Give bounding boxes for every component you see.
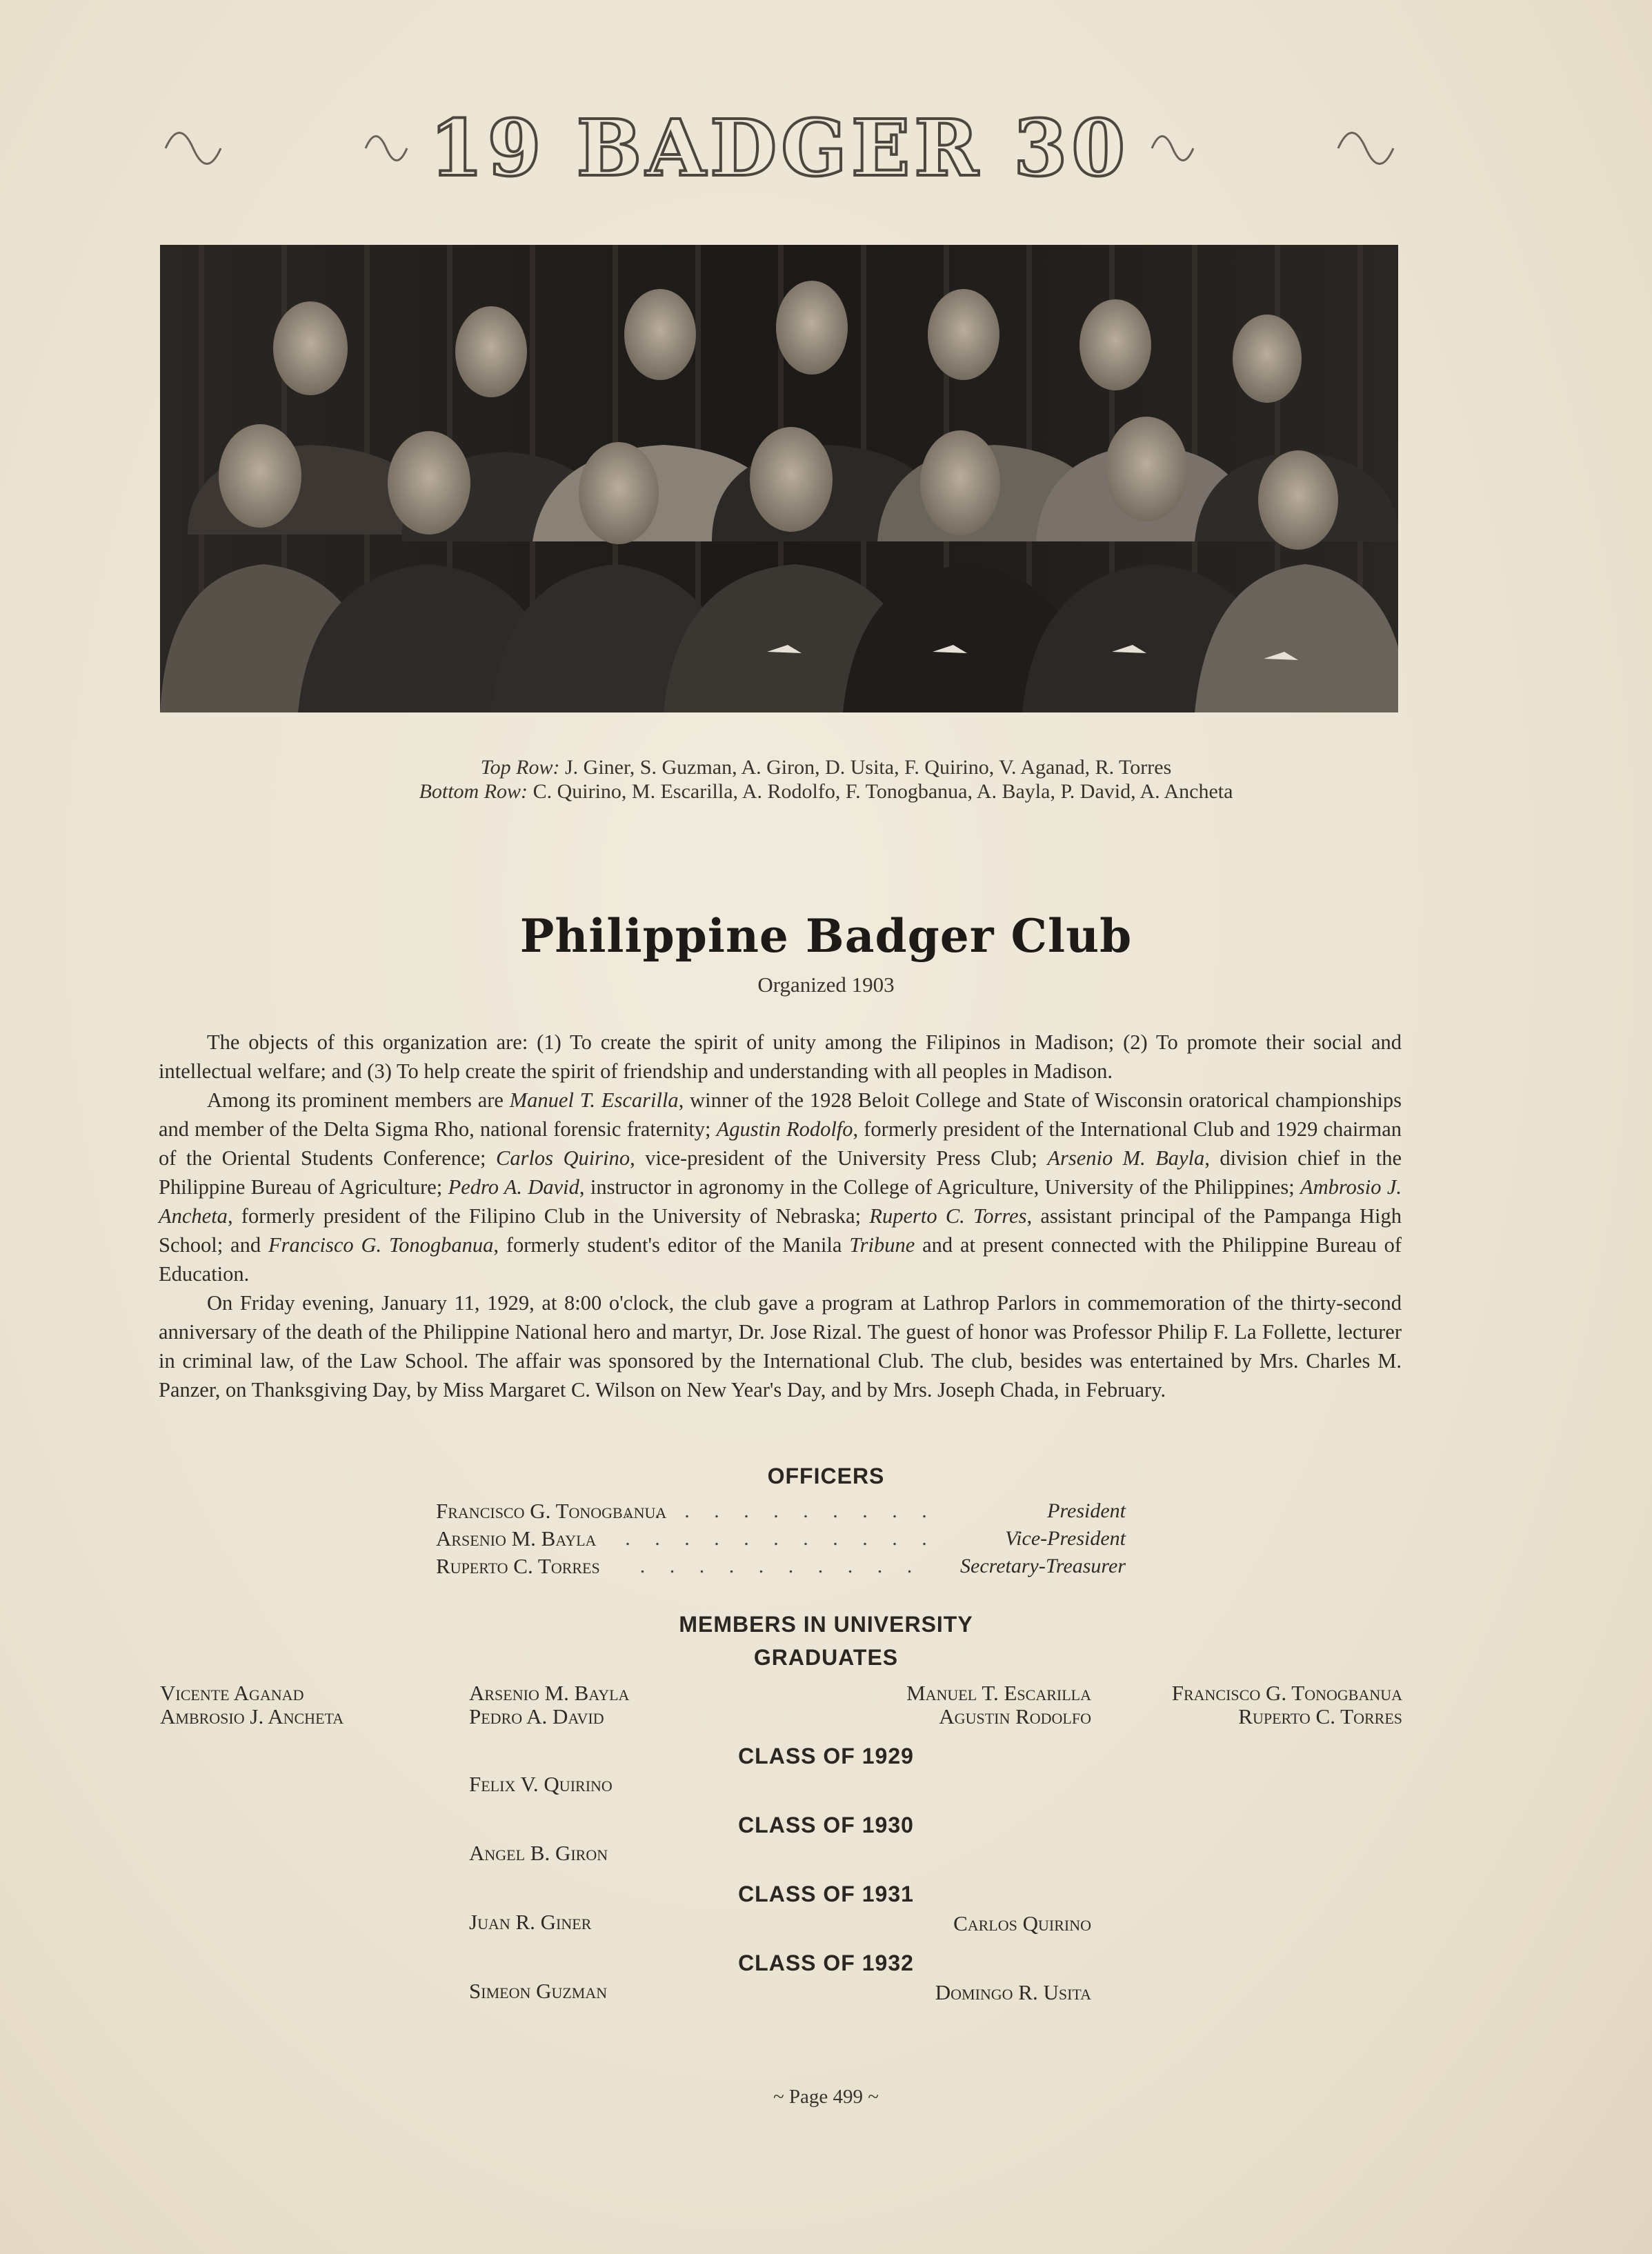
member-name: Ruperto C. Torres [869, 1204, 1027, 1228]
member-name: Ambrosio J. Ancheta [159, 1175, 1402, 1228]
graduates-heading: GRADUATES [753, 1645, 899, 1670]
paragraph-events: On Friday evening, January 11, 1929, at 8:00 o'clock, the club gave a program at Lathrop Parlors in commemoration of the thirty-second anniversary of the death of the Philippine National hero and martyr, Dr. Jose Rizal. The guest of honor was Professor Philip F. La Follette, lecturer in criminal law, of the Law School. The affair was sponsored by the International Club. The club, besides was entertained by Mrs. Charles M. Panzer, on Thanksgiving Day, by Miss Margaret C. Wilson on New Year's Day, and by Mrs. Joseph Chada, in February. [159, 1291, 1402, 1402]
dot-leader: . . . . . . . . . . . [625, 1527, 937, 1550]
class-1932-heading: CLASS OF 1932 [738, 1951, 914, 1975]
member-name: Domingo R. Usita [935, 1980, 1091, 2004]
caption-top-names: J. Giner, S. Guzman, A. Giron, D. Usita, F. Quirino, V. Aganad, R. Torres [565, 756, 1172, 779]
officer-row [436, 1497, 1126, 1526]
officer-name: Ruperto C. Torres [436, 1554, 600, 1578]
officer-name: Francisco G. Tonogbanua [436, 1499, 667, 1523]
member-name: Ruperto C. Torres [1238, 1704, 1402, 1728]
caption-top-label: Top Row: [480, 756, 560, 779]
paragraph-members [159, 1086, 1402, 1288]
text-run: , formerly student's editor of the Manila [493, 1233, 850, 1257]
masthead-title: 19 BADGER 30 [429, 103, 1130, 194]
text-run: and at present connected with the Philippine Bureau of Education. [159, 1233, 1402, 1286]
officer-row [436, 1524, 1126, 1553]
text-run: , instructor in agronomy in the College of Agriculture, University of the Philippines; [579, 1175, 1301, 1199]
text-run: , division chief in the Philippine Bureau of Agriculture; [159, 1146, 1402, 1199]
officer-name: Arsenio M. Bayla [436, 1526, 597, 1550]
member-name: Angel B. Giron [469, 1841, 608, 1865]
article-body [159, 1028, 1402, 1404]
page-number: ~ Page 499 ~ [773, 2086, 879, 2108]
member-name: Felix V. Quirino [469, 1772, 613, 1796]
class-1929-heading: CLASS OF 1929 [738, 1744, 914, 1768]
class-1931-heading: CLASS OF 1931 [738, 1882, 914, 1906]
member-name: Francisco G. Tonogbanua [268, 1233, 494, 1257]
member-name: Vicente Aganad [160, 1681, 304, 1705]
officer-role: President [1047, 1499, 1126, 1522]
officer-role: Secretary-Treasurer [960, 1555, 1126, 1577]
group-photo [160, 245, 1398, 712]
officer-row [436, 1552, 1126, 1581]
caption-bottom-row [0, 779, 1652, 804]
member-name: Agustin Rodolfo [939, 1704, 1091, 1728]
dot-leader: . . . . . . . . . . [639, 1555, 922, 1577]
member-name: Carlos Quirino [953, 1911, 1091, 1935]
newspaper-name: Tribune [849, 1233, 915, 1257]
member-name: Carlos Quirino [496, 1146, 630, 1170]
member-name: Juan R. Giner [469, 1910, 592, 1934]
club-title: Philippine Badger Club [519, 909, 1133, 963]
member-name: Arsenio M. Bayla [469, 1681, 630, 1705]
text-run: Among its prominent members are [207, 1088, 510, 1112]
officer-role: Vice-President [1005, 1527, 1126, 1550]
text-run: , formerly president of the International Club and 1929 chairman of the Oriental Students Conference; [159, 1117, 1402, 1170]
member-name: Pedro A. David [448, 1175, 579, 1199]
class-1930-heading: CLASS OF 1930 [738, 1813, 914, 1837]
members-heading: MEMBERS IN UNIVERSITY [679, 1612, 973, 1637]
member-name: Ambrosio J. Ancheta [160, 1704, 344, 1728]
paragraph-objects: The objects of this organization are: (1) To create the spirit of unity among the Filipinos in Madison; (2) To promote their social and intellectual welfare; and (3) To help create the spirit of friendship and understanding with all peoples in Madison. [159, 1030, 1402, 1083]
masthead-banner [159, 103, 1400, 193]
member-name: Simeon Guzman [469, 1979, 608, 2003]
member-name: Manuel T. Escarilla [906, 1681, 1091, 1705]
member-name: Francisco G. Tonogbanua [1171, 1681, 1402, 1705]
text-run: , assistant principal of the Pampanga High School; and [159, 1204, 1402, 1257]
caption-top-row [0, 755, 1652, 780]
caption-bottom-names: C. Quirino, M. Escarilla, A. Rodolfo, F. Tonogbanua, A. Bayla, P. David, A. Ancheta [533, 780, 1233, 803]
text-run: , formerly president of the Filipino Club in the University of Nebraska; [227, 1204, 870, 1228]
text-run: , winner of the 1928 Beloit College and State of Wisconsin oratorical championships and member of the Delta Sigma Rho, national forensic fraternity; [159, 1088, 1402, 1141]
member-name: Arsenio M. Bayla [1047, 1146, 1205, 1170]
officers-heading: OFFICERS [767, 1464, 885, 1488]
member-name: Pedro A. David [469, 1704, 604, 1728]
organized-date: Organized 1903 [757, 973, 895, 997]
caption-bottom-label: Bottom Row: [419, 780, 528, 803]
dot-leader: . . . . . . . . . . . [625, 1499, 937, 1522]
member-name: Agustin Rodolfo [716, 1117, 853, 1141]
member-name: Manuel T. Escarilla [509, 1088, 679, 1112]
text-run: , vice-president of the University Press Club; [630, 1146, 1048, 1170]
